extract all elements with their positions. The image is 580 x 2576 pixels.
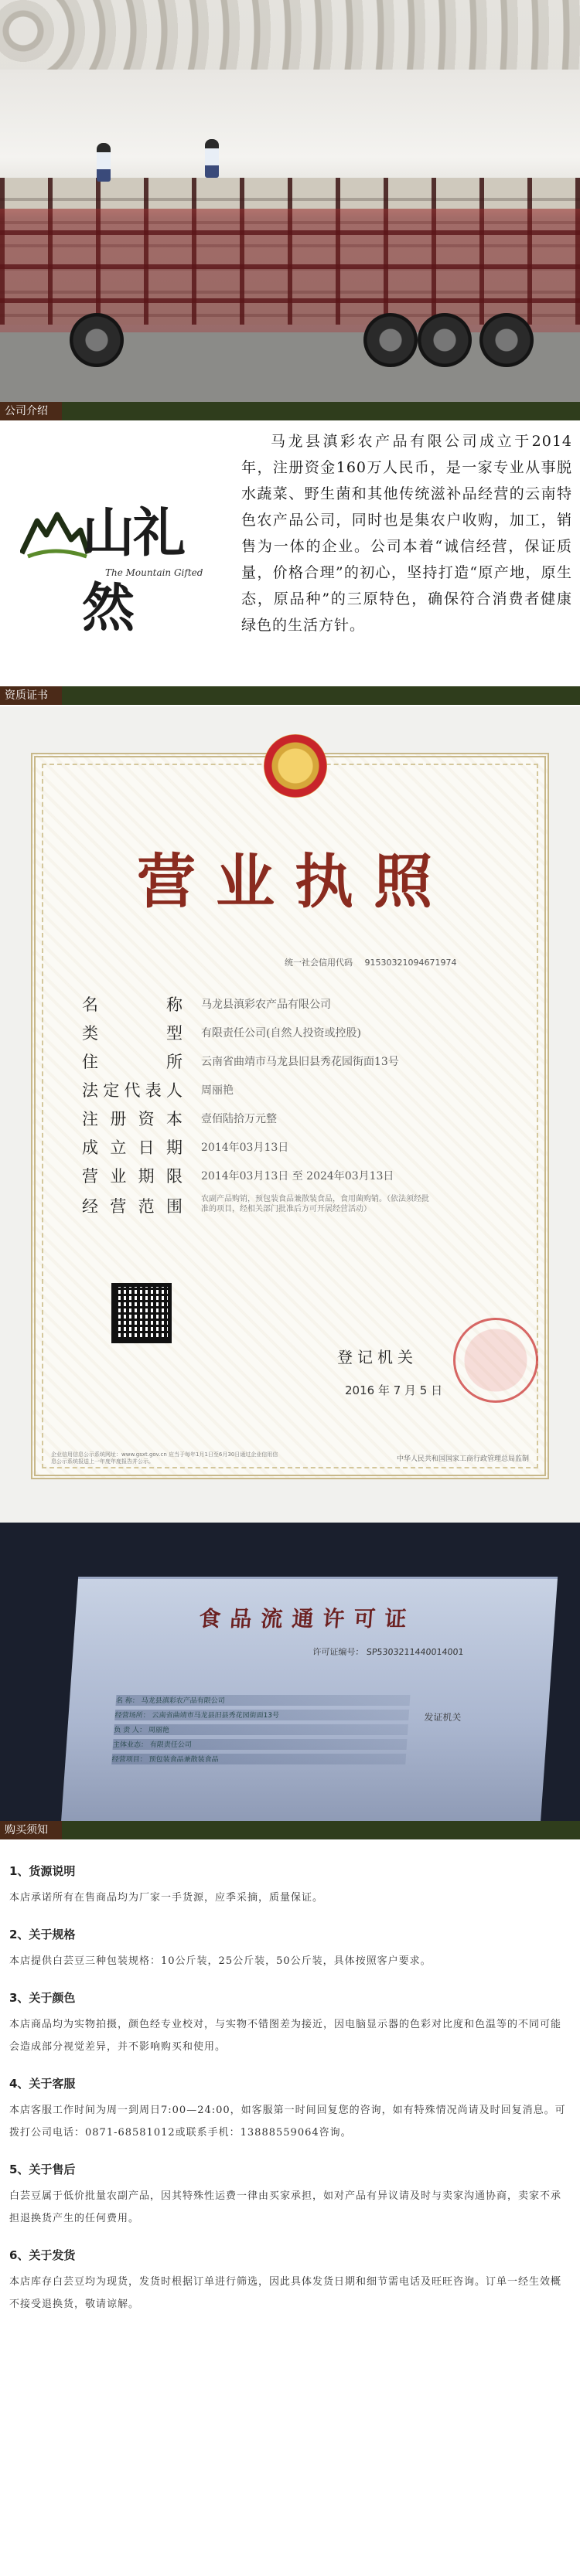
note-body: 白芸豆属于低价批量农副产品，因其特殊性运费一律由买家承担，如对产品有异议请及时与卖家沟通协商，卖家不承担退换货产生的任何费用。 [9, 2190, 562, 2224]
section-bar-certificates [0, 686, 580, 705]
truck-wheel [418, 313, 472, 367]
permit-line: 名 称： 马龙县滇彩农产品有限公司 [116, 1695, 411, 1706]
license-row [82, 1075, 515, 1104]
food-circulation-permit [0, 1523, 580, 1821]
permit-authority: 发证机关 [423, 1712, 462, 1723]
brand-logo [14, 492, 234, 638]
license-row [82, 989, 515, 1018]
license-fields [82, 989, 515, 1236]
license-row [82, 1189, 515, 1236]
company-intro [0, 422, 580, 686]
license-row [82, 1104, 515, 1132]
license-title: 营业执照 [137, 847, 452, 916]
worker-figure [97, 143, 111, 182]
permit-line: 负 责 人： 周丽艳 [114, 1724, 408, 1735]
note-title: 6、关于发货 [9, 2248, 76, 2262]
official-seal-icon [453, 1318, 538, 1403]
license-field-value: 2014年03月13日 至 2024年03月13日 [201, 1169, 394, 1183]
permit-line: 经营场所： 云南省曲靖市马龙县旧县秀花园街面13号 [114, 1710, 409, 1720]
purchase-notes [0, 1839, 580, 2576]
license-field-key: 类型 [82, 1023, 183, 1043]
business-license [0, 706, 580, 1523]
section-label-company: 公司介绍 [0, 402, 62, 420]
logo-english: The Mountain Gifted [105, 567, 203, 578]
note-body: 本店库存白芸豆均为现货，发货时根据订单进行筛选，因此具体发货日期和细节需电话及旺旺咨询。订单一经生效概不接受退换货，敬请谅解。 [9, 2276, 562, 2310]
license-field-value: 云南省曲靖市马龙县旧县秀花园街面13号 [201, 1055, 399, 1068]
warehouse-loading-photo [0, 0, 580, 402]
license-field-value: 马龙县滇彩农产品有限公司 [201, 998, 331, 1011]
license-field-key: 营业期限 [82, 1166, 183, 1186]
note-title: 3、关于颜色 [9, 1991, 76, 2005]
truck-wheel [363, 313, 418, 367]
license-field-key: 名称 [82, 995, 183, 1014]
credit-code-line [285, 956, 456, 968]
note-body: 本店客服工作时间为周一到周日7:00—24:00，如客服第一时间回复您的咨询，如有特殊情况尚请及时回复消息。可拨打公司电话：0871-68581012或联系手机：13888559064咨询。 [9, 2105, 566, 2139]
note-item [9, 1926, 566, 1972]
license-field-value: 壹佰陆拾万元整 [201, 1112, 277, 1125]
permit-line: 经营项目： 预包装食品兼散装食品 [111, 1754, 406, 1764]
note-body: 本店商品均为实物拍摄，颜色经专业校对，与实物不错图差为接近，因电脑显示器的色彩对比度和色温等的不同可能会造成部分视觉差异，并不影响购买和使用。 [9, 2019, 562, 2053]
note-title: 2、关于规格 [9, 1928, 76, 1941]
license-field-key: 法定代表人 [82, 1080, 183, 1100]
permit-number-value: SP5303211440014001 [366, 1647, 464, 1657]
issuing-authority: 登记机关 [337, 1348, 418, 1366]
issue-date: 2016 年 7 月 5 日 [345, 1383, 443, 1397]
note-item [9, 2075, 566, 2144]
credit-code-label: 统一社会信用代码 [285, 958, 353, 968]
note-title: 5、关于售后 [9, 2163, 76, 2176]
truck-wheel [479, 313, 534, 367]
license-supervisor: 中华人民共和国国家工商行政管理总局监制 [396, 1455, 529, 1463]
license-footnote: 企业信用信息公示系统网址：www.gsxt.gov.cn 应当于每年1月1日至6月30日通过企业信用信息公示系统报送上一年度年度报告并公示。 [51, 1451, 278, 1465]
note-title: 4、关于客服 [9, 2077, 76, 2091]
permit-number-label: 许可证编号： [312, 1647, 364, 1657]
stacked-sacks [0, 0, 580, 73]
trailer-rails [0, 201, 580, 317]
qr-code-icon [111, 1283, 172, 1343]
mountain-logo-icon [20, 499, 90, 561]
license-row [82, 1161, 515, 1189]
permit-title: 食品流通许可证 [198, 1606, 417, 1632]
license-field-key: 成立日期 [82, 1138, 183, 1157]
note-body: 本店承诺所有在售商品均为厂家一手货源，应季采摘，质量保证。 [9, 1892, 324, 1904]
credit-code-value: 91530321094671974 [364, 958, 457, 968]
license-field-key: 注册资本 [82, 1109, 183, 1128]
note-item [9, 1989, 566, 2058]
truck-wheel [70, 313, 124, 367]
note-item [9, 1863, 566, 1909]
license-field-key: 经营范围 [82, 1197, 183, 1216]
note-item [9, 2161, 566, 2230]
note-title: 1、货源说明 [9, 1864, 76, 1878]
license-frame [31, 753, 549, 1479]
permit-fields [111, 1695, 411, 1768]
license-row [82, 1132, 515, 1161]
intro-paragraph: 马龙县滇彩农产品有限公司成立于2014年，注册资金160万人民币，是一家专业从事脱水蔬菜、野生菌和其他传统滋补品经营的云南特色农产品公司，同时也是集农户收购，加工，销售为一体的企业。公司本着“诚信经营，保证质量，价格合理”的初心，坚持打造“原产地，原生态，原品种”的三原特色，确保符合消费者健康绿色的生活方针。 [241, 433, 572, 634]
national-emblem-icon [264, 734, 327, 798]
section-label-certificates: 资质证书 [0, 686, 62, 705]
section-bar-purchase-notes [0, 1821, 580, 1839]
worker-figure [205, 139, 219, 178]
section-bar-company [0, 402, 580, 420]
license-field-key: 住所 [82, 1052, 183, 1071]
permit-paper [61, 1577, 558, 1821]
license-field-value: 周丽艳 [201, 1084, 234, 1097]
note-item [9, 2247, 566, 2316]
license-field-value: 有限责任公司(自然人投资或控股) [201, 1026, 361, 1040]
license-field-value: 2014年03月13日 [201, 1141, 289, 1154]
logo-chinese: 山礼然 [82, 502, 185, 639]
permit-number [312, 1645, 464, 1658]
permit-line: 主体业态： 有限责任公司 [113, 1739, 408, 1750]
license-row [82, 1046, 515, 1075]
note-body: 本店提供白芸豆三种包装规格：10公斤装，25公斤装，50公斤装，具体按照客户要求。 [9, 1955, 432, 1967]
license-row [82, 1018, 515, 1046]
section-label-purchase-notes: 购买须知 [0, 1821, 62, 1839]
license-field-value: 农副产品购销，预包装食品兼散装食品，食用菌购销。（依法须经批准的项目，经相关部门批准后方可开展经营活动） [201, 1195, 429, 1213]
